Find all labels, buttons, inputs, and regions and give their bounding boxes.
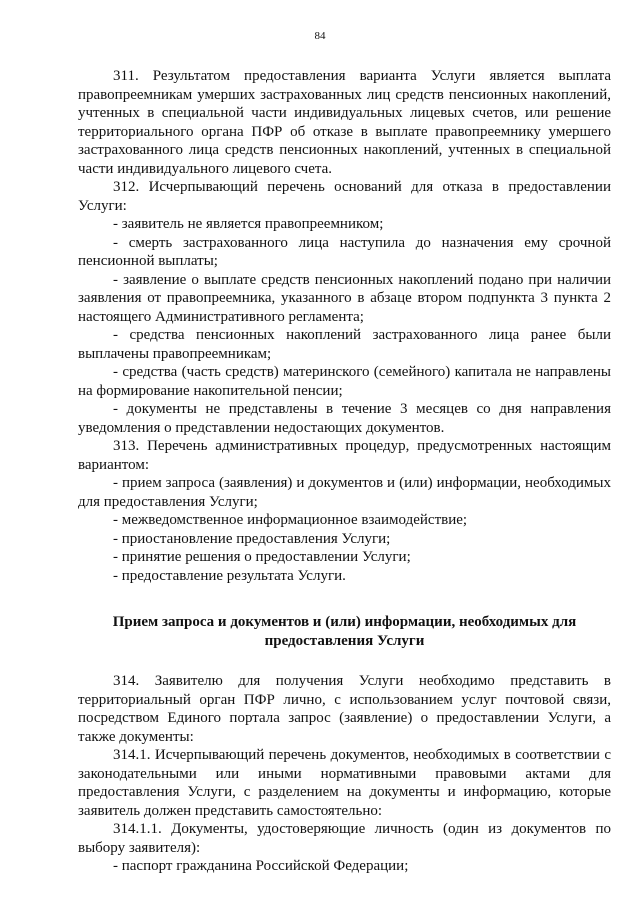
list-item: - приостановление предоставления Услуги; xyxy=(113,530,391,547)
list-item: - заявитель не является правопреемником; xyxy=(113,216,384,232)
list-item: - принятие решения о предоставлении Услуги; xyxy=(113,549,411,565)
paragraph: 311. Результатом предоставления варианта Услуги является выплата правопреемникам умерших застрахованных лиц средств пенсионных накоплений, учтенных в специальной части индивидуальных лицевых счетов, или решение территориального органа ПФР об отказе в выплате правопреемнику умершего застрахованного лица средств пенсионных накоплений, учтенных в специальной части индивидуального лицевого счета. xyxy=(78,68,611,177)
list-item: - документы не представлены в течение 3 месяцев со дня направления уведомления о представлении недостающих документов. xyxy=(78,401,611,436)
list-item: - прием запроса (заявления) и документов и (или) информации, необходимых для предоставления Услуги; xyxy=(78,475,611,510)
document-body xyxy=(78,67,611,876)
list-item: - предоставление результата Услуги. xyxy=(113,567,346,584)
list-item: - средства пенсионных накоплений застрахованного лица ранее были выплачены правопреемникам; xyxy=(78,327,611,362)
list-item: - смерть застрахованного лица наступила до назначения ему срочной пенсионной выплаты; xyxy=(78,234,611,269)
list-item: - средства (часть средств) материнского (семейного) капитала не направлены на формирование накопительной пенсии; xyxy=(78,364,611,399)
list-item: - паспорт гражданина Российской Федерации; xyxy=(113,858,409,874)
paragraph: 314.1.1. Документы, удостоверяющие личность (один из документов по выбору заявителя): xyxy=(78,821,611,856)
paragraph: 314. Заявителю для получения Услуги необходимо представить в территориальный орган ПФР лично, с использованием услуг почтовой связи, посредством Единого портала запрос (заявление) о предоставлении Услуги, а также документы: xyxy=(78,673,611,745)
page-number: 84 xyxy=(314,30,326,42)
section-heading: Прием запроса и документов и (или) информации, необходимых для предоставления Услуги xyxy=(112,614,577,649)
paragraph: 314.1. Исчерпывающий перечень документов, необходимых в соответствии с законодательными или иными нормативными правовыми актами для предоставления Услуги, с разделением на документы и информацию, которые заявитель должен представить самостоятельно: xyxy=(78,747,611,819)
paragraph: 312. Исчерпывающий перечень оснований для отказа в предоставлении Услуги: xyxy=(78,179,611,214)
list-item: - межведомственное информационное взаимодействие; xyxy=(113,512,468,528)
list-item: - заявление о выплате средств пенсионных накоплений подано при наличии заявления от правопреемника, указанного в абзаце втором подпункта 3 пункта 2 настоящего Административного регламента; xyxy=(78,271,611,325)
paragraph: 313. Перечень административных процедур, предусмотренных настоящим вариантом: xyxy=(78,438,611,473)
